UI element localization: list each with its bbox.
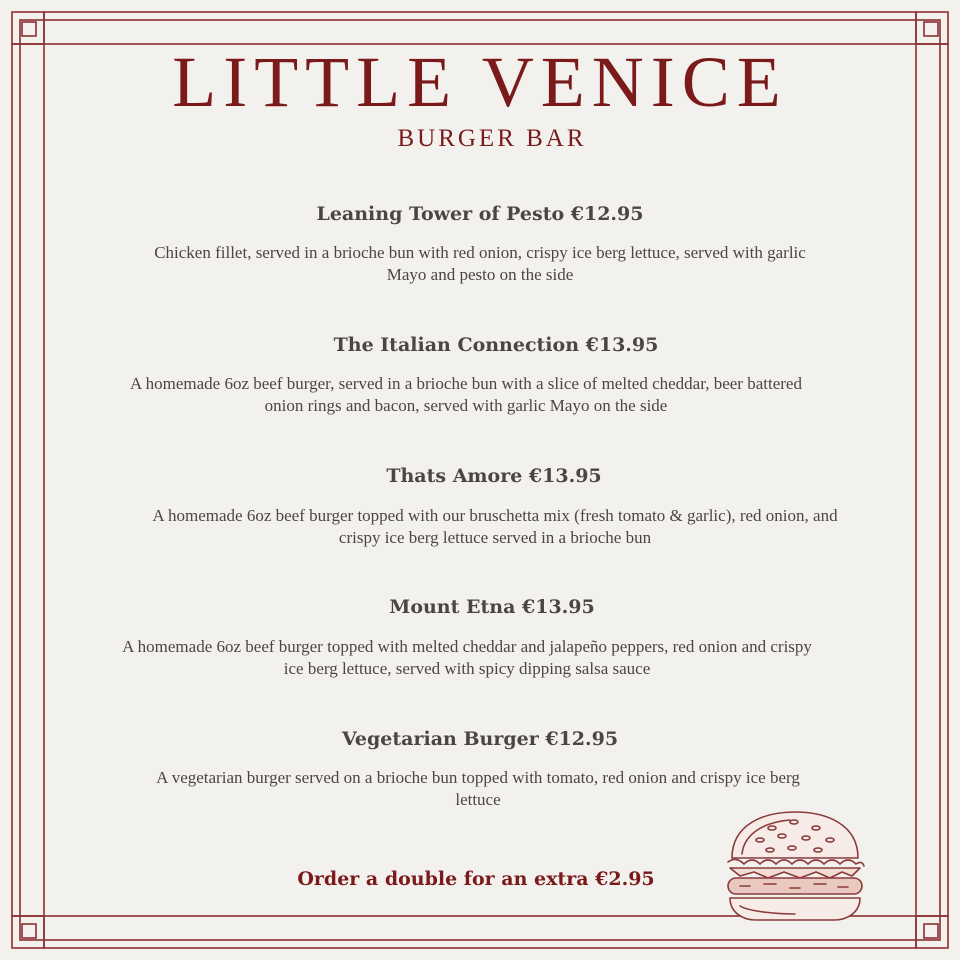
menu-item-name: Vegetarian Burger €12.95 <box>341 728 619 750</box>
page-title: LITTLE VENICE <box>172 42 788 122</box>
menu-item-description: Chicken fillet, served in a brioche bun with red onion, crispy ice berg lettuce, served with garlic Mayo and pesto on the side <box>154 243 806 284</box>
corner-ornament-icon <box>916 916 948 948</box>
menu-item-description: A homemade 6oz beef burger topped with our bruschetta mix (fresh tomato & garlic), red onion, and crispy ice berg lettuce served in a brioche bun <box>152 506 838 547</box>
page-subtitle: BURGER BAR <box>397 125 587 152</box>
menu-item-name: The Italian Connection €13.95 <box>333 334 659 356</box>
corner-ornament-icon <box>916 12 948 44</box>
burger-illustration-icon <box>720 806 870 926</box>
menu-item-name: Mount Etna €13.95 <box>389 596 595 618</box>
menu-item-name: Leaning Tower of Pesto €12.95 <box>316 203 644 225</box>
corner-ornament-icon <box>12 12 44 44</box>
menu-item-name: Thats Amore €13.95 <box>386 465 602 487</box>
menu-item-description: A vegetarian burger served on a brioche bun topped with tomato, red onion and crispy ice berg lettuce <box>156 768 800 809</box>
menu-item-description: A homemade 6oz beef burger topped with melted cheddar and jalapeño peppers, red onion and crispy ice berg lettuce, served with spicy dipping salsa sauce <box>122 637 812 678</box>
double-offer-note: Order a double for an extra €2.95 <box>297 868 655 890</box>
corner-ornament-icon <box>12 916 44 948</box>
menu-item-description: A homemade 6oz beef burger, served in a brioche bun with a slice of melted cheddar, beer battered onion rings and bacon, served with garlic Mayo on the side <box>130 374 802 415</box>
